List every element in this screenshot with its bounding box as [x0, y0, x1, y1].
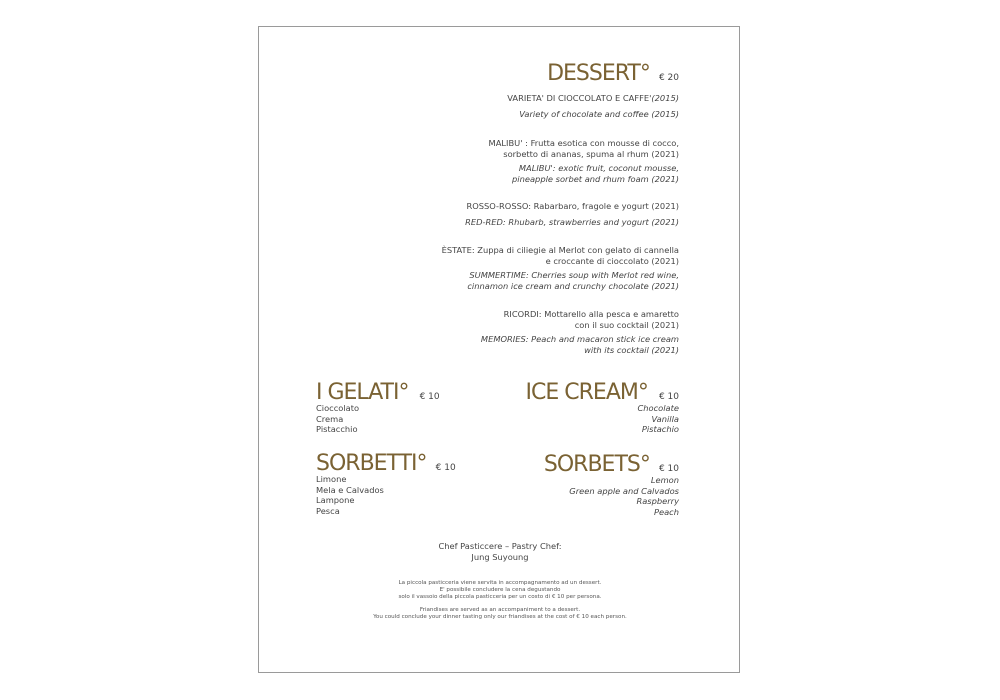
dessert-item-2-en-2: pineapple sorbet and rhum foam (2021): [512, 173, 679, 184]
dessert-item-5-en-2: with its cocktail (2021): [584, 344, 679, 355]
sorbets-section: [469, 452, 679, 517]
dessert-item-5-en-1: MEMORIES: Peach and macaron stick ice cream: [480, 334, 679, 344]
dessert-price: € 20: [658, 73, 679, 83]
gelati-section: [316, 380, 506, 435]
dessert-header: [379, 61, 679, 86]
dessert-title: DESSERT°: [547, 61, 650, 86]
sorbetti-item: Lampone: [316, 495, 355, 505]
footer-it-line: E' possibile concludere la cena degustando: [439, 587, 561, 593]
sorbetti-price: € 10: [435, 463, 456, 473]
dessert-item-5: [319, 309, 679, 355]
footer-en-line: Friandises are served as an accompaniment to a dessert.: [419, 607, 581, 613]
chef-name: Jung Suyoung: [471, 551, 529, 562]
dessert-item-1: [319, 93, 679, 119]
dessert-item-3-en: RED-RED: Rhubarb, strawberries and yogurt (2021): [465, 216, 679, 227]
dessert-item-1-year: (2015): [651, 93, 679, 103]
footer-it-line: La piccola pasticceria viene servita in accompagnamento ad un dessert.: [398, 580, 602, 586]
dessert-item-4-it-2: e croccante di cioccolato (2021): [545, 255, 679, 266]
menu-page: [258, 26, 740, 673]
ice-cream-price: € 10: [658, 392, 679, 402]
dessert-item-5-it-1: RICORDI: Mottarello alla pesca e amaretto: [503, 309, 679, 319]
sorbetti-item: Mela e Calvados: [316, 484, 384, 495]
dessert-item-1-en: Variety of chocolate and coffee (2015): [519, 108, 679, 119]
footer-note-en: [259, 607, 741, 621]
dessert-item-3-it: ROSSO-ROSSO: Rabarbaro, fragole e yogurt (2021): [466, 201, 679, 211]
ice-cream-item: Chocolate: [637, 403, 679, 413]
gelati-item: Crema: [316, 413, 344, 424]
sorbetti-title: SORBETTI°: [316, 451, 427, 476]
footer-note-it: [259, 580, 741, 601]
gelati-item: Pistacchio: [316, 424, 358, 434]
chef-label: Chef Pasticcere – Pastry Chef:: [438, 541, 562, 551]
sorbets-item: Green apple and Calvados: [569, 485, 679, 496]
sorbets-item: Lemon: [650, 475, 679, 485]
sorbets-item: Peach: [653, 506, 679, 517]
ice-cream-section: [489, 380, 679, 435]
ice-cream-item: Vanilla: [651, 413, 679, 424]
sorbetti-item: Pesca: [316, 505, 340, 516]
sorbets-item: Raspberry: [636, 496, 679, 506]
gelati-title: I GELATI°: [316, 380, 409, 405]
sorbets-price: € 10: [658, 464, 679, 474]
dessert-item-1-it: VARIETA' DI CIOCCOLATO E CAFFE': [507, 93, 652, 103]
dessert-item-5-it-2: con il suo cocktail (2021): [574, 319, 679, 330]
dessert-item-2-it-2: sorbetto di ananas, spuma al rhum (2021): [503, 148, 679, 159]
gelati-item: Cioccolato: [316, 403, 360, 413]
gelati-price: € 10: [419, 392, 440, 402]
dessert-item-4-en-2: cinnamon ice cream and crunchy chocolate (2021): [467, 280, 679, 291]
ice-cream-item: Pistachio: [641, 424, 679, 434]
sorbetti-item: Limone: [316, 474, 347, 484]
dessert-item-2-it-1: MALIBU' : Frutta esotica con mousse di cocco,: [488, 138, 679, 148]
dessert-item-2: [319, 138, 679, 184]
dessert-item-4-en-1: SUMMERTIME: Cherries soup with Merlot red wine,: [469, 270, 679, 280]
dessert-item-4: [279, 245, 679, 291]
footer-it-line: solo il vassoio della piccola pasticceria per un costo di € 10 per persona.: [398, 594, 602, 600]
ice-cream-title: ICE CREAM°: [525, 380, 648, 405]
chef-credit: [259, 541, 741, 562]
dessert-item-4-it-1: ÈSTATE: Zuppa di ciliegie al Merlot con gelato di cannella: [441, 245, 679, 255]
footer-en-line: You could conclude your dinner tasting only our friandises at the cost of € 10 each person.: [373, 614, 627, 620]
dessert-item-2-en-1: MALIBU': exotic fruit, coconut mousse,: [518, 163, 679, 173]
sorbets-title: SORBETS°: [543, 452, 650, 477]
dessert-item-3: [319, 201, 679, 227]
